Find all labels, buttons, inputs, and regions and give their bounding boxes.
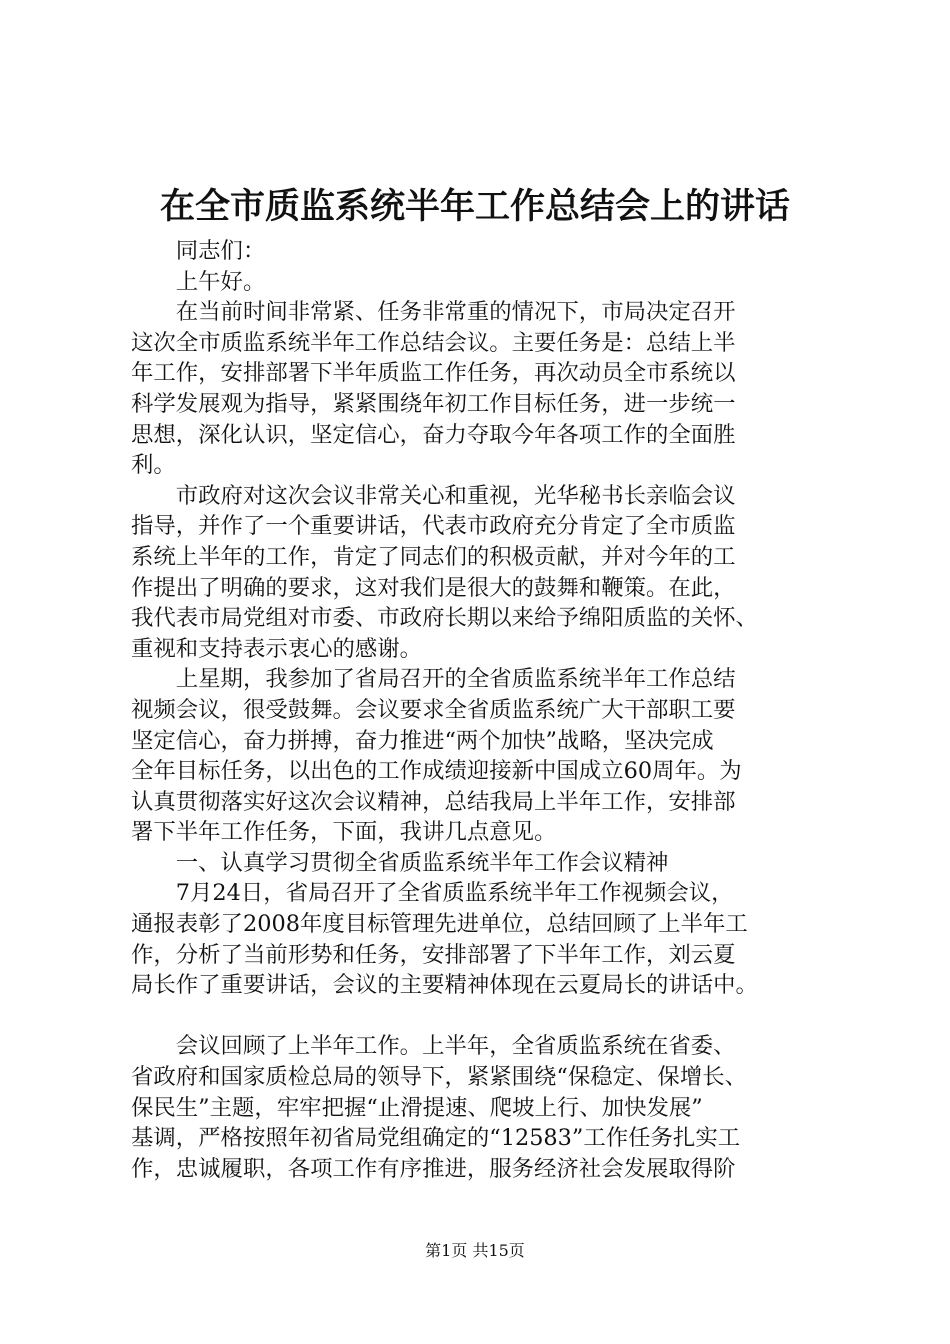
document-title: 在全市质监系统半年工作总结会上的讲话: [159, 186, 790, 227]
text-line: 年工作，安排部署下半年质监工作任务，再次动员全市系统以: [131, 360, 736, 387]
text-line: 认真贯彻落实好这次会议精神，总结我局上半年工作，安排部: [131, 788, 736, 815]
text-line: 作，忠诚履职，各项工作有序推进，服务经济社会发展取得阶: [131, 1155, 736, 1182]
text-line: 坚定信心，奋力拼搏，奋力推进“两个加快”战略，坚决完成: [131, 727, 714, 754]
text-line: 一、认真学习贯彻全省质监系统半年工作会议精神: [131, 849, 669, 876]
text-line: 保民生”主题，牢牢把握“止滑提速、爬坡上行、加快发展”: [131, 1094, 703, 1121]
text-line: 省政府和国家质检总局的领导下，紧紧围绕“保稳定、保增长、: [131, 1064, 747, 1091]
text-line: 上午好。: [131, 268, 266, 295]
text-line: 思想，深化认识，坚定信心，奋力夺取今年各项工作的全面胜: [131, 421, 736, 448]
page-footer: 第1页 共15页: [425, 1241, 525, 1260]
text-line: 系统上半年的工作，肯定了同志们的积极贡献，并对今年的工: [131, 543, 736, 570]
text-line: 全年目标任务，以出色的工作成绩迎接新中国成立60周年。为: [131, 758, 742, 785]
text-line: 通报表彰了2008年度目标管理先进单位，总结回顾了上半年工: [131, 911, 748, 938]
text-line: 重视和支持表示衷心的感谢。: [131, 635, 423, 662]
text-line: 局长作了重要讲话，会议的主要精神体现在云夏局长的讲话中。: [131, 972, 758, 999]
text-line: 指导，并作了一个重要讲话，代表市政府充分肯定了全市质监: [131, 513, 736, 540]
text-line: 我代表市局党组对市委、市政府长期以来给予绵阳质监的关怀、: [131, 605, 758, 632]
text-line: 作，分析了当前形势和任务，安排部署了下半年工作，刘云夏: [131, 941, 736, 968]
text-line: 上星期，我参加了省局召开的全省质监系统半年工作总结: [131, 666, 736, 693]
text-line: 会议回顾了上半年工作。上半年，全省质监系统在省委、: [131, 1033, 736, 1060]
text-line: 在当前时间非常紧、任务非常重的情况下，市局决定召开: [131, 299, 736, 326]
text-line: 市政府对这次会议非常关心和重视，光华秘书长亲临会议: [131, 482, 736, 509]
text-line: 这次全市质监系统半年工作总结会议。主要任务是：总结上半: [131, 329, 736, 356]
text-line: 利。: [131, 452, 176, 479]
document-body: [131, 236, 831, 1184]
text-line: 作提出了明确的要求，这对我们是很大的鼓舞和鞭策。在此，: [131, 574, 736, 601]
text-line: 基调，严格按照年初省局党组确定的“12583”工作任务扎实工: [131, 1125, 741, 1152]
text-line: 署下半年工作任务，下面，我讲几点意见。: [131, 819, 557, 846]
text-line: 视频会议，很受鼓舞。会议要求全省质监系统广大干部职工要: [131, 696, 736, 723]
text-line: 7月24日，省局召开了全省质监系统半年工作视频会议，: [131, 880, 734, 907]
text-line: 同志们：: [131, 238, 266, 264]
text-line: 科学发展观为指导，紧紧围绕年初工作目标任务，进一步统一: [131, 390, 736, 417]
blank-line: [131, 1001, 831, 1032]
